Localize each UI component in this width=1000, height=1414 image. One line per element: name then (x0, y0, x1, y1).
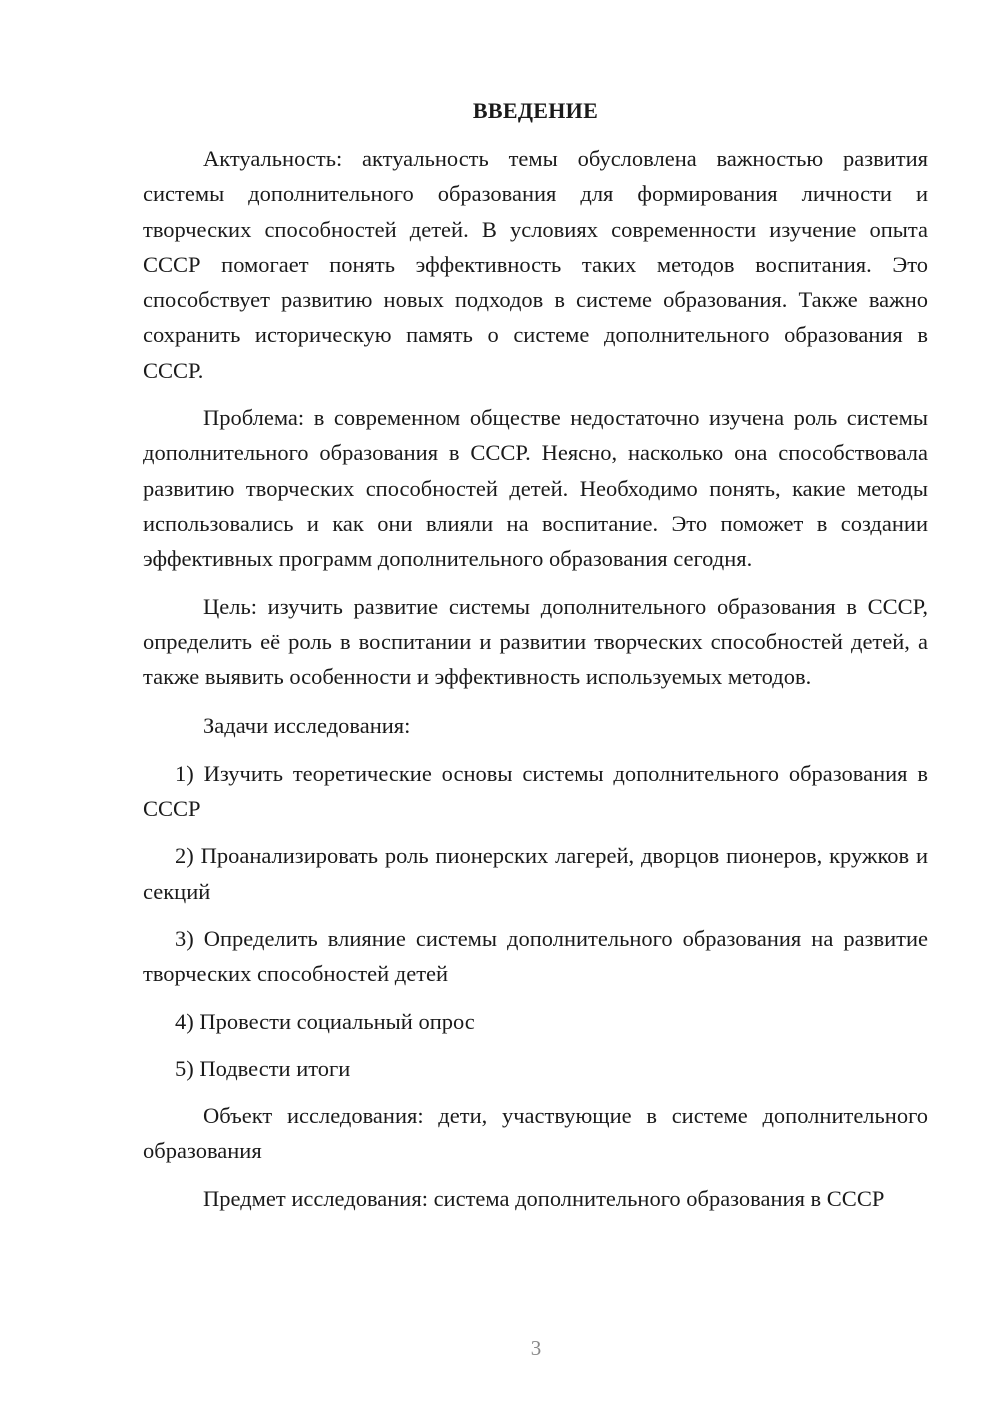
tasks-title: Задачи исследования: (203, 713, 411, 739)
section-heading: ВВЕДЕНИЕ (472, 98, 599, 123)
goal-paragraph: Цель: изучить развитие системы дополнительного образования в СССР, определить её роль в воспитании и развитии творческих способностей детей, а также выявить особенности и эффективность используемых методов. (143, 593, 928, 690)
task-item-4: 4) Провести социальный опрос (175, 1008, 475, 1034)
page-number: 3 (530, 1336, 542, 1360)
relevance-paragraph: Актуальность: актуальность темы обусловлена важностью развития системы дополнительного образования для формирования личности и творческих способностей детей. В условиях современности изучение опыта СССР помогает понять эффективность таких методов воспитания. Это способствует развитию новых подходов в системе образования. Также важно сохранить историческую память о системе дополнительного образования в СССР. (143, 146, 928, 383)
task-item-2: 2) Проанализировать роль пионерских лагерей, дворцов пионеров, кружков и секций (143, 843, 928, 904)
task-item-3: 3) Определить влияние системы дополнительного образования на развитие творческих способностей детей (143, 925, 928, 987)
document-body (143, 95, 928, 1216)
task-item-5: 5) Подвести итоги (175, 1055, 351, 1081)
object-paragraph: Объект исследования: дети, участвующие в системе дополнительного образования (143, 1103, 928, 1164)
task-item-1: 1) Изучить теоретические основы системы дополнительного образования в СССР (143, 760, 928, 822)
problem-paragraph: Проблема: в современном обществе недостаточно изучена роль системы дополнительного образования в СССР. Неясно, насколько она способствовала развитию творческих способностей детей. Необходимо понять, какие методы использовались и как они влияли на воспитание. Это поможет в создании эффективных программ дополнительного образования сегодня. (143, 405, 928, 572)
subject-paragraph: Предмет исследования: система дополнительного образования в СССР (203, 1185, 885, 1211)
